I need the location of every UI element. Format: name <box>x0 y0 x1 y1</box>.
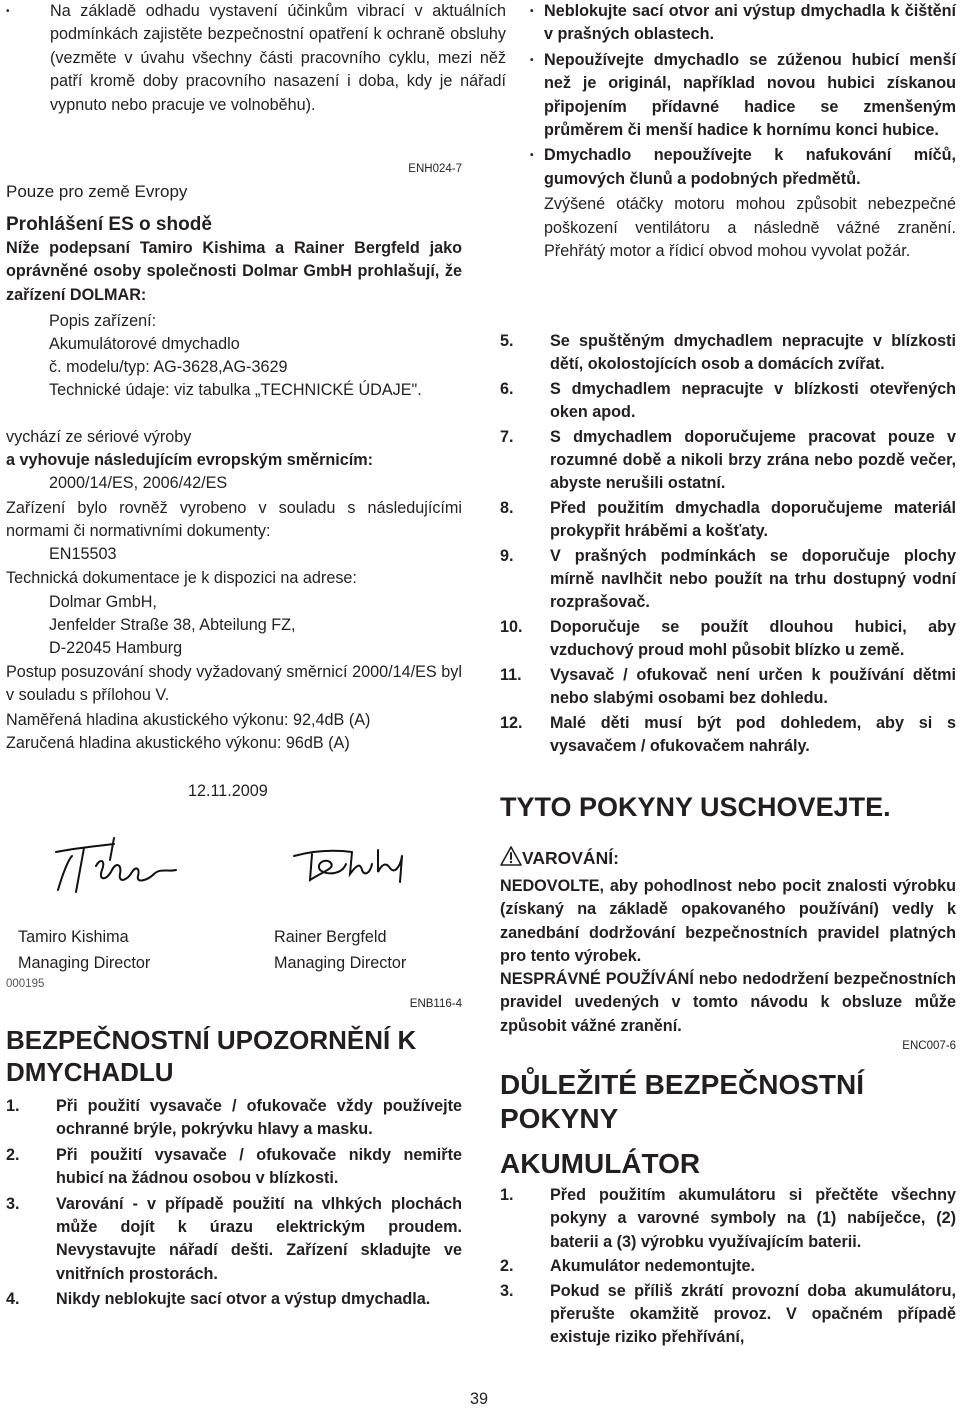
important-heading: DŮLEŽITÉ BEZPEČNOSTNÍ POKYNY <box>500 1069 865 1134</box>
doc-code-enc: ENC007-6 <box>902 1040 956 1052</box>
left-column <box>6 0 506 1309</box>
safety-item <box>500 712 956 759</box>
safety-item <box>500 378 956 425</box>
signer-1-name: Tamiro Kishima <box>18 928 129 946</box>
battery-item-number: 2. <box>500 1257 514 1276</box>
safety-item-text: Při použití vysavače / ofukovače nikdy nemiřte hubicí na žádnou osobou v blízkosti. <box>56 1145 462 1188</box>
address-line-2: Jenfelder Straße 38, Abteilung FZ, <box>49 616 296 634</box>
safety-item-number: 10. <box>500 617 523 636</box>
signer-2-name: Rainer Bergfeld <box>274 928 387 946</box>
tech-data-ref: Technické údaje: viz tabulka „TECHNICKÉ ÚDAJE". <box>49 381 422 399</box>
battery-list <box>500 1184 956 1350</box>
directives-list: 2000/14/ES, 2006/42/ES <box>49 474 228 492</box>
bullet-dot: • <box>530 54 534 66</box>
warning-bullet <box>500 49 956 143</box>
signer-1-role: Managing Director <box>18 954 151 972</box>
safety-item <box>6 1193 462 1287</box>
bullet-dot: • <box>6 6 10 17</box>
standards-intro: Zařízení bylo rovněž vyrobeno v souladu s následujícími normami či normativními dokumenty: <box>6 499 462 541</box>
keep-instructions-heading: TYTO POKYNY USCHOVEJTE. <box>500 792 891 822</box>
safety-item-number: 6. <box>500 379 514 398</box>
safety-item-text: Varování - v případě použití na vlhkých plochách může dojít k úrazu elektrickým proudem. Nevystavujte nářadí dešti. Zařízení skladujte ve vnitřních prostorách. <box>56 1194 462 1283</box>
signature-bergfeld <box>286 840 426 890</box>
motor-warning: Zvýšené otáčky motoru mohou způsobit nebezpečné poškození ventilátoru a následně vážné zranění. Přehřátý motor a řídicí obvod mohou vyvolat požár. <box>544 195 956 261</box>
warning-triangle-icon <box>500 846 522 866</box>
signer-2-role: Managing Director <box>274 954 407 972</box>
warning-text-2: NESPRÁVNÉ POUŽÍVÁNÍ nebo nedodržení bezpečnostních pravidel uvedených v tomto návodu k obsluze může způsobit vážné zranění. <box>500 970 956 1035</box>
battery-item-text: Akumulátor nedemontujte. <box>550 1257 756 1276</box>
warning-bullet <box>500 0 956 47</box>
declaration-date: 12.11.2009 <box>188 782 268 800</box>
address-line-3: D-22045 Hamburg <box>49 639 183 657</box>
standard-code: EN15503 <box>49 545 117 563</box>
safety-item <box>6 1095 462 1142</box>
battery-item <box>500 1280 956 1350</box>
serial-production: vychází ze sériové výroby <box>6 428 192 446</box>
battery-heading: AKUMULÁTOR <box>500 1148 701 1179</box>
warning-bullet-text: Neblokujte sací otvor ani výstup dmychadla k čištění v prašných oblastech. <box>544 2 956 44</box>
safety-item-text: S dmychadlem doporučujeme pracovat pouze v rozumné době a nikoli brzy zrána nebo pozdě večer, abyste nerušili ostatní. <box>550 427 956 493</box>
safety-item <box>500 497 956 544</box>
safety-item-number: 4. <box>6 1290 20 1309</box>
safety-item-number: 7. <box>500 427 514 446</box>
safety-item-text: Vysavač / ofukovač není určen k používání dětmi nebo slabými osobami bez dohledu. <box>550 665 956 708</box>
safety-item <box>6 1288 462 1311</box>
safety-list <box>6 1095 462 1312</box>
warning-bullet-text: Nepoužívejte dmychadlo se zúženou hubicí menší než je originál, například novou hubici získanou připojením přídavné hadice se zmenšeným průměrem či menší hadice k hornímu konci hubice. <box>544 50 956 140</box>
safety-item <box>6 1144 462 1191</box>
safety-item-text: V prašných podmínkách se doporučuje plochy mírně navlhčit nebo použít na trhu dostupný vodní rozprašovač. <box>550 546 956 612</box>
conformity-text: Postup posuzování shody vyžadovaný směrnicí 2000/14/ES byl v souladu s přílohou V. <box>6 663 462 705</box>
safety-item-number: 1. <box>6 1097 20 1115</box>
battery-item-number: 3. <box>500 1281 514 1300</box>
battery-item <box>500 1255 956 1278</box>
safety-item-number: 2. <box>6 1145 20 1164</box>
guaranteed-noise: Zaručená hladina akustického výkonu: 96dB (A) <box>6 734 350 752</box>
battery-item-number: 1. <box>500 1186 514 1204</box>
safety-item <box>500 616 956 663</box>
battery-item-text: Před použitím akumulátoru si přečtěte všechny pokyny a varovné symboly na (1) nabíječce, (2) baterii a (3) výrobku využívajícím baterii. <box>550 1186 956 1251</box>
device-desc-label: Popis zařízení: <box>49 312 157 330</box>
battery-item <box>500 1184 956 1254</box>
measured-noise: Naměřená hladina akustického výkonu: 92,4dB (A) <box>6 711 371 729</box>
safety-item-text: Před použitím dmychadla doporučujeme materiál prokypřit hráběmi a košťaty. <box>550 498 956 541</box>
address-line-1: Dolmar GmbH, <box>49 593 157 611</box>
safety-item-number: 9. <box>500 546 514 565</box>
safety-item <box>500 330 956 377</box>
safety-item-number: 12. <box>500 713 523 732</box>
declaration-title: Prohlášení ES o shodě <box>6 214 212 235</box>
right-numbered-list <box>500 330 956 758</box>
page-number: 39 <box>470 1390 489 1408</box>
safety-item-number: 5. <box>500 332 514 350</box>
warning-text-1: NEDOVOLTE, aby pohodlnost nebo pocit znalosti výrobku (získaný na základě opakovaného používání) vedly k zanedbání dodržování bezpečnostních pravidel platných pro tento výrobek. <box>500 877 956 966</box>
warning-bullet-text: Dmychadlo nepoužívejte k nafukování míčů, gumových člunů a podobných předmětů. <box>544 146 956 188</box>
safety-item-text: Se spuštěným dmychadlem nepracujte v blízkosti dětí, okolostojících osob a domácích zvířat. <box>550 332 956 374</box>
tech-doc-label: Technická dokumentace je k dispozici na adrese: <box>6 569 357 587</box>
safety-item-text: Nikdy neblokujte sací otvor a výstup dmychadla. <box>56 1290 431 1309</box>
vibration-text: Na základě odhadu vystavení účinkům vibrací v aktuálních podmínkách zajistěte bezpečnostní opatření k ochraně obsluhy (vezměte v úvahu všechny části pracovního cyklu, mezi něž patří kromě doby pracovního nasazení i doba, kdy je nářadí vypnuto nebo pracuje ve volnoběhu). <box>50 2 506 114</box>
safety-item-text: S dmychadlem nepracujte v blízkosti otevřených oken apod. <box>550 379 956 422</box>
safety-item <box>500 545 956 615</box>
doc-code-enh: ENH024-7 <box>408 163 462 175</box>
safety-item-text: Doporučuje se použít dlouhou hubici, aby vzduchový proud mohl působit blízko u země. <box>550 617 956 660</box>
signature-kishima <box>36 830 186 900</box>
safety-item <box>500 664 956 711</box>
safety-item <box>500 426 956 496</box>
declaration-intro: Níže podepsaní Tamiro Kishima a Rainer Bergfeld jako oprávněné osoby společnosti Dolmar GmbH prohlašují, že zařízení DOLMAR: <box>6 239 462 304</box>
safety-item-number: 8. <box>500 498 514 517</box>
bullet-dot: • <box>530 6 534 17</box>
safety-item-number: 3. <box>6 1194 20 1213</box>
directives-intro: a vyhovuje následujícím evropským směrnicím: <box>6 451 374 469</box>
right-bullets <box>500 0 956 263</box>
model-type: č. modelu/typ: AG-3628,AG-3629 <box>49 358 288 376</box>
safety-heading: BEZPEČNOSTNÍ UPOZORNĚNÍ K DMYCHADLU <box>6 1025 417 1087</box>
warning-title-row <box>500 846 619 870</box>
bullet-dot: • <box>530 150 534 162</box>
warning-bullet <box>500 144 956 191</box>
warning-title: VAROVÁNÍ: <box>522 848 619 868</box>
doc-code-enb: ENB116-4 <box>409 998 462 1010</box>
battery-item-text: Pokud se příliš zkrátí provozní doba akumulátoru, přerušte okamžitě provoz. V opačném případě existuje riziko přehřívání, <box>550 1281 956 1347</box>
europe-only-label: Pouze pro země Evropy <box>6 182 188 201</box>
doc-code-000195: 000195 <box>6 978 45 990</box>
safety-item-number: 11. <box>500 665 522 684</box>
device-desc-value: Akumulátorové dmychadlo <box>49 335 240 353</box>
safety-item-text: Malé děti musí být pod dohledem, aby si s vysavačem / ofukovačem nahrály. <box>550 713 956 755</box>
vibration-bullet <box>6 0 506 117</box>
safety-item-text: Při použití vysavače / ofukovače vždy používejte ochranné brýle, pokrývku hlavy a masku. <box>56 1097 462 1139</box>
